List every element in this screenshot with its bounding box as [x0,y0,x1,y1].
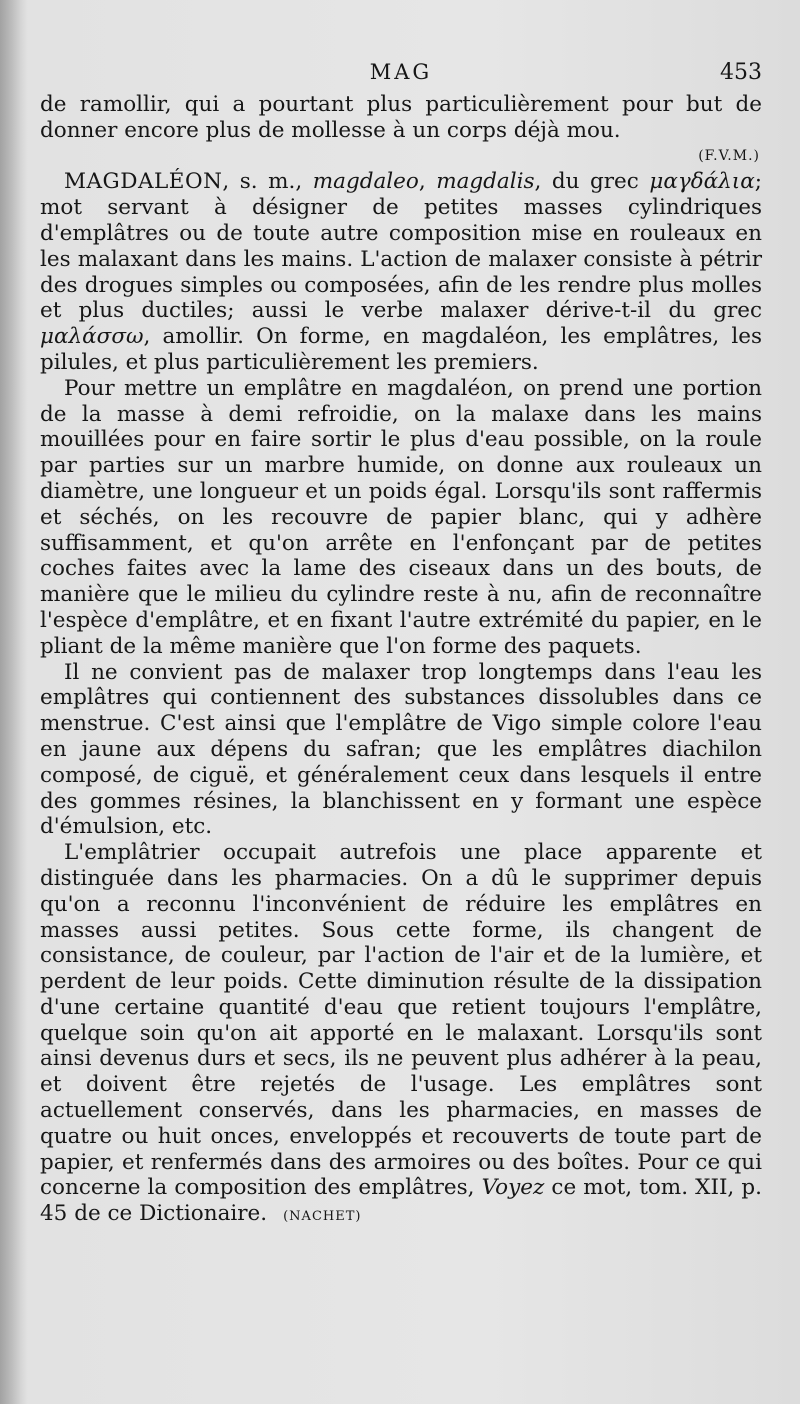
author-signature-fvm: (F.V.M.) [698,147,760,164]
body-text [40,92,762,1230]
etymology-intro: , du grec [534,169,650,195]
paragraph-malaxing: Il ne convient pas de malaxer trop longtemps dans l'eau les emplâtres qui contiennent des substances dissolubles dans ce menstrue. C'est ainsi que l'emplâtre de Vigo simple colore l'eau en jaune aux dépens du safran; que les emplâtres diachilon composé, de ciguë, et généralement ceux dans lesquels il entre des gommes résines, la blanchissent en y formant une espèce d'émulsion, etc. [40,659,762,840]
gutter-shadow [0,0,28,1404]
continuation-text: de ramollir, qui a pourtant plus particulièrement pour but de donner encore plus de mollesse à un corps déjà mou. [40,92,762,143]
greek-term-1: μαγδάλια [649,169,755,195]
grammar-label: , s. m., [222,169,313,195]
paragraph-emplatrier-text: L'emplâtrier occupait autrefois une place apparente et distinguée dans les pharmacies. On a dû le supprimer depuis qu'on a reconnu l'inconvénient de réduire les emplâtres en masses aussi petites. Sous cette forme, ils changent de consistance, de couleur, par l'action de l'air et de la lumière, et perdent de leur poids. Cette diminution résulte de la dissipation d'une certaine quantité d'eau que retient toujours l'emplâtre, quelque soin qu'on ait apporté en le malaxant. Lorsqu'ils sont ainsi devenus durs et secs, ils ne peuvent plus adhérer à la peau, et doivent être rejetés de l'usage. Les emplâtres sont actuellement conservés, dans les pharmacies, en masses de quatre ou huit onces, enveloppés et recouverts de toute part de papier, et renfermés dans des armoires ou des boîtes. Pour ce qui concerne la composition des emplâtres, [40,840,762,1201]
latin-term-1: magdaleo [312,169,419,195]
definition-text: ; mot servant à désigner de petites masses cylindriques d'emplâtres ou de toute autre composition mise en rouleaux en les malaxant dans les mains. L'action de malaxer consiste à pétrir des drogues simples ou composées, afin de les rendre plus molles et plus ductiles; aussi le verbe malaxer dérive-t-il du grec [40,169,762,324]
definition-end: , amollir. On forme, en magdaléon, les emplâtres, les pilules, et plus particulièrement les premiers. [40,324,762,375]
paragraph-preparation: Pour mettre un emplâtre en magdaléon, on prend une portion de la masse à demi refroidie, on la malaxe dans les mains mouillées pour en faire sortir le plus d'eau possible, on la roule par parties sur un marbre humide, on donne aux rouleaux un diamètre, une longueur et un poids égal. Lorsqu'ils sont raffermis et séchés, on les recouvre de papier blanc, qui y adhère suffisamment, et qu'on arrête en l'enfonçant par de petites coches faites avec la lame des ciseaux dans un des bouts, de manière que le milieu du cylindre reste à nu, afin de reconnaître l'espèce d'emplâtre, et en fixant l'autre extrémité du papier, en le pliant de la même manière que l'on forme des paquets. [40,375,762,659]
greek-term-2: μαλάσσω [40,324,144,350]
headword: MAGDALÉON [64,169,223,195]
cross-reference-text: ce mot, tom. XII, p. 45 de ce Dictionaire. [40,1175,762,1227]
separator: , [418,169,437,195]
page-number: 453 [720,60,762,85]
running-head: MAG [369,60,433,84]
entry-paragraph [40,169,762,375]
latin-term-2: magdalis [436,169,535,195]
continuation-paragraph [40,92,762,144]
paragraph-emplatrier [40,840,762,1230]
page-header [40,60,762,90]
cross-reference-voyez: Voyez [481,1175,545,1201]
author-signature-nachet: (NACHET) [283,1209,362,1225]
